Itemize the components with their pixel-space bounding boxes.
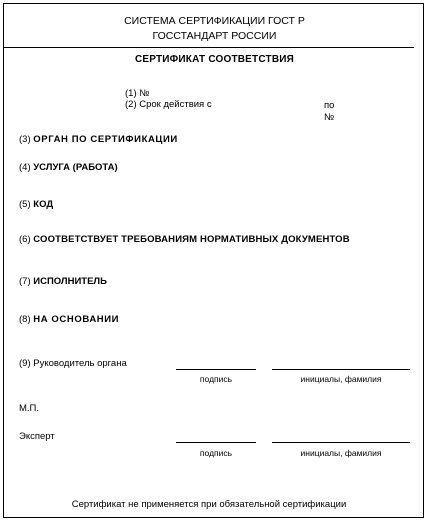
header-line-2: ГОССТАНДАРТ РОССИИ bbox=[152, 30, 277, 42]
field-label: СООТВЕТСТВУЕТ ТРЕБОВАНИЯМ НОРМАТИВНЫХ ДОКУМЕНТОВ bbox=[33, 234, 350, 245]
head-signature-line bbox=[176, 369, 256, 370]
field-number: (3) bbox=[19, 134, 31, 145]
expert-name-line bbox=[272, 442, 410, 443]
field-label: ИСПОЛНИТЕЛЬ bbox=[33, 276, 107, 287]
expert-name-caption: инициалы, фамилия bbox=[300, 448, 382, 458]
field-basis bbox=[19, 315, 119, 325]
field-label: НА ОСНОВАНИИ bbox=[33, 314, 120, 325]
validity-to-number-label: № bbox=[324, 112, 335, 123]
header-line-1: СИСТЕМА СЕРТИФИКАЦИИ ГОСТ Р bbox=[124, 15, 305, 27]
field-executor bbox=[19, 277, 107, 287]
field-number: (4) bbox=[19, 162, 31, 173]
certificate-form bbox=[3, 3, 424, 518]
field-number: (5) bbox=[19, 199, 31, 210]
field-label: ОРГАН ПО СЕРТИФИКАЦИИ bbox=[33, 134, 178, 145]
header-divider bbox=[4, 47, 414, 48]
expert-label: Эксперт bbox=[19, 431, 55, 442]
field-code bbox=[19, 200, 53, 210]
expert-signature-line bbox=[176, 442, 256, 443]
field-label: УСЛУГА (РАБОТА) bbox=[33, 162, 118, 173]
footer-note: Сертификат не применяется при обязательной сертификации bbox=[71, 499, 347, 510]
stamp-label: М.П. bbox=[19, 403, 40, 414]
number-label: (1) № bbox=[125, 88, 150, 99]
field-certification-body bbox=[19, 135, 178, 145]
head-of-body-label: (9) Руководитель органа bbox=[19, 358, 127, 369]
validity-to-label: по bbox=[324, 100, 335, 111]
expert-signature-caption: подпись bbox=[199, 448, 233, 458]
head-name-line bbox=[272, 369, 410, 370]
field-number: (6) bbox=[19, 234, 31, 245]
head-name-caption: инициалы, фамилия bbox=[300, 374, 382, 384]
field-service bbox=[19, 163, 118, 173]
field-compliance bbox=[19, 235, 350, 245]
field-label: КОД bbox=[33, 199, 54, 210]
validity-period-label: (2) Срок действия с bbox=[125, 99, 212, 110]
certificate-title: СЕРТИФИКАТ СООТВЕТСТВИЯ bbox=[134, 54, 295, 65]
field-number: (8) bbox=[19, 314, 31, 325]
head-signature-caption: подпись bbox=[199, 374, 233, 384]
field-number: (7) bbox=[19, 276, 31, 287]
